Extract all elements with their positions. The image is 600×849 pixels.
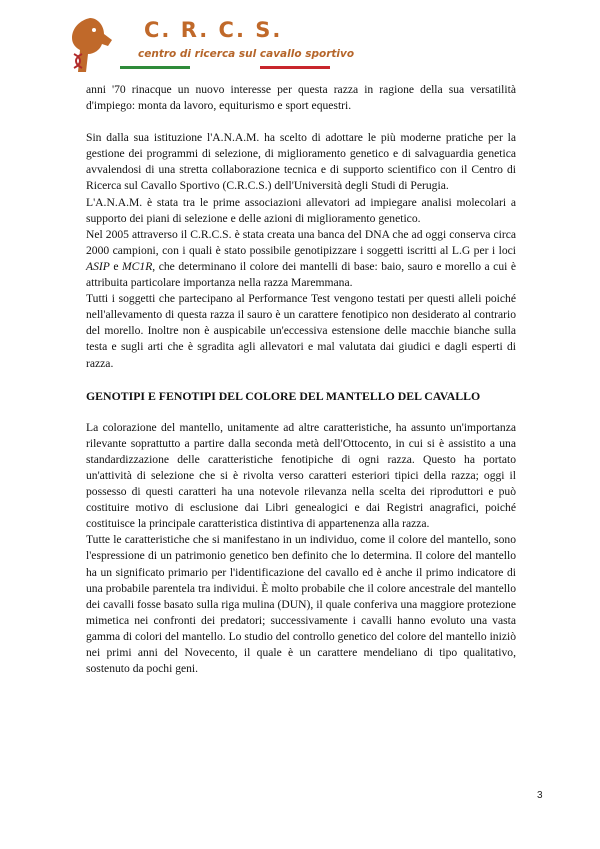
- gene-mc1r: MC1R: [122, 259, 153, 273]
- document-body: [86, 82, 516, 677]
- paragraph: Tutti i soggetti che partecipano al Performance Test vengono testati per questi alleli poiché nell'allevamento di questa razza il sauro è un carattere fenotipico non desiderato al contrario del morello. Inoltre non è auspicabile un'eccessiva estensione delle macchie bianche sulla testa e sugli arti che è sgradita agli allevatori e mal valutata dai giudici e dagli esperti di razza.: [86, 292, 516, 370]
- logo-title: C. R. C. S.: [144, 18, 283, 42]
- italian-flag-stripe: [120, 66, 330, 69]
- paragraph: L'A.N.A.M. è stata tra le prime associazioni allevatori ad impiegare analisi molecolari a supporto dei piani di selezione e delle azioni di miglioramento genetico.: [86, 195, 516, 225]
- page-number: 3: [537, 790, 543, 801]
- paragraph: La colorazione del mantello, unitamente ad altre caratteristiche, ha assunto un'importanza rilevante soprattutto a partire dalla seconda metà dell'Ottocento, in cui si è assistito a una standardizzazione delle caratteristiche fenotipiche di ogni razza. Questo ha portato un'attività di selezione che si è rivolta verso caratteri esteriori tipici della razza; oggi il possesso di questi caratteri ha una notevole rilevanza nella scelta dei riproduttori e può costituire motivo di esclusione dai Libri genealogici e dai Registri anagrafici, poiché costituisce la principale caratteristica distintiva di appartenenza alla razza.: [86, 420, 516, 531]
- paragraph: Sin dalla sua istituzione l'A.N.A.M. ha scelto di adottare le più moderne pratiche per la gestione dei programmi di selezione, di miglioramento genetico e di salvaguardia genetica avvalendosi di una stretta collaborazione tecnica e di supporto scientifico con il Centro di Ricerca sul Cavallo Sportivo (C.R.C.S.) dell'Università degli Studi di Perugia.: [86, 131, 516, 193]
- horse-dna-logo-icon: [60, 14, 116, 76]
- section-heading: GENOTIPI E FENOTIPI DEL COLORE DEL MANTELLO DEL CAVALLO: [86, 388, 481, 403]
- logo-subtitle: centro di ricerca sul cavallo sportivo: [138, 48, 355, 60]
- gene-asip: ASIP: [86, 259, 110, 273]
- header-logo: [60, 14, 355, 76]
- paragraph: Nel 2005 attraverso il C.R.C.S. è stata creata una banca del DNA che ad oggi conserva circa 2000 campioni, con i quali è stato possibile genotipizzare i soggetti iscritti al L.G per i loci ASIP e MC1R, che determinano il colore dei mantelli di base: baio, sauro e morello a cui è attribuita particolare importanza nella razza Maremmana.: [86, 227, 516, 290]
- paragraph: anni '70 rinacque un nuovo interesse per questa razza in ragione della sua versatilità d'impiego: monta da lavoro, equiturismo e sport equestri.: [86, 83, 516, 113]
- paragraph: Tutte le caratteristiche che si manifestano in un individuo, come il colore del mantello, sono l'espressione di un patrimonio genetico ben definito che lo determina. Il colore del mantello ha un significato primario per l'identificazione del cavallo ed è anche il primo indicatore di una probabile parentela tra individui. È molto probabile che il colore ancestrale del mantello dei cavalli fosse basato sulla riga mulina (DUN), il quale conferiva una maggiore protezione mimetica nei confronti dei predatori; successivamente i cavalli hanno evoluto una vasta gamma di colori del mantello. Lo studio del controllo genetico del colore del mantello iniziò nei primi anni del Novecento, il quale è un carattere mendeliano di tipo qualitativo, sostenuto da pochi geni.: [86, 533, 516, 676]
